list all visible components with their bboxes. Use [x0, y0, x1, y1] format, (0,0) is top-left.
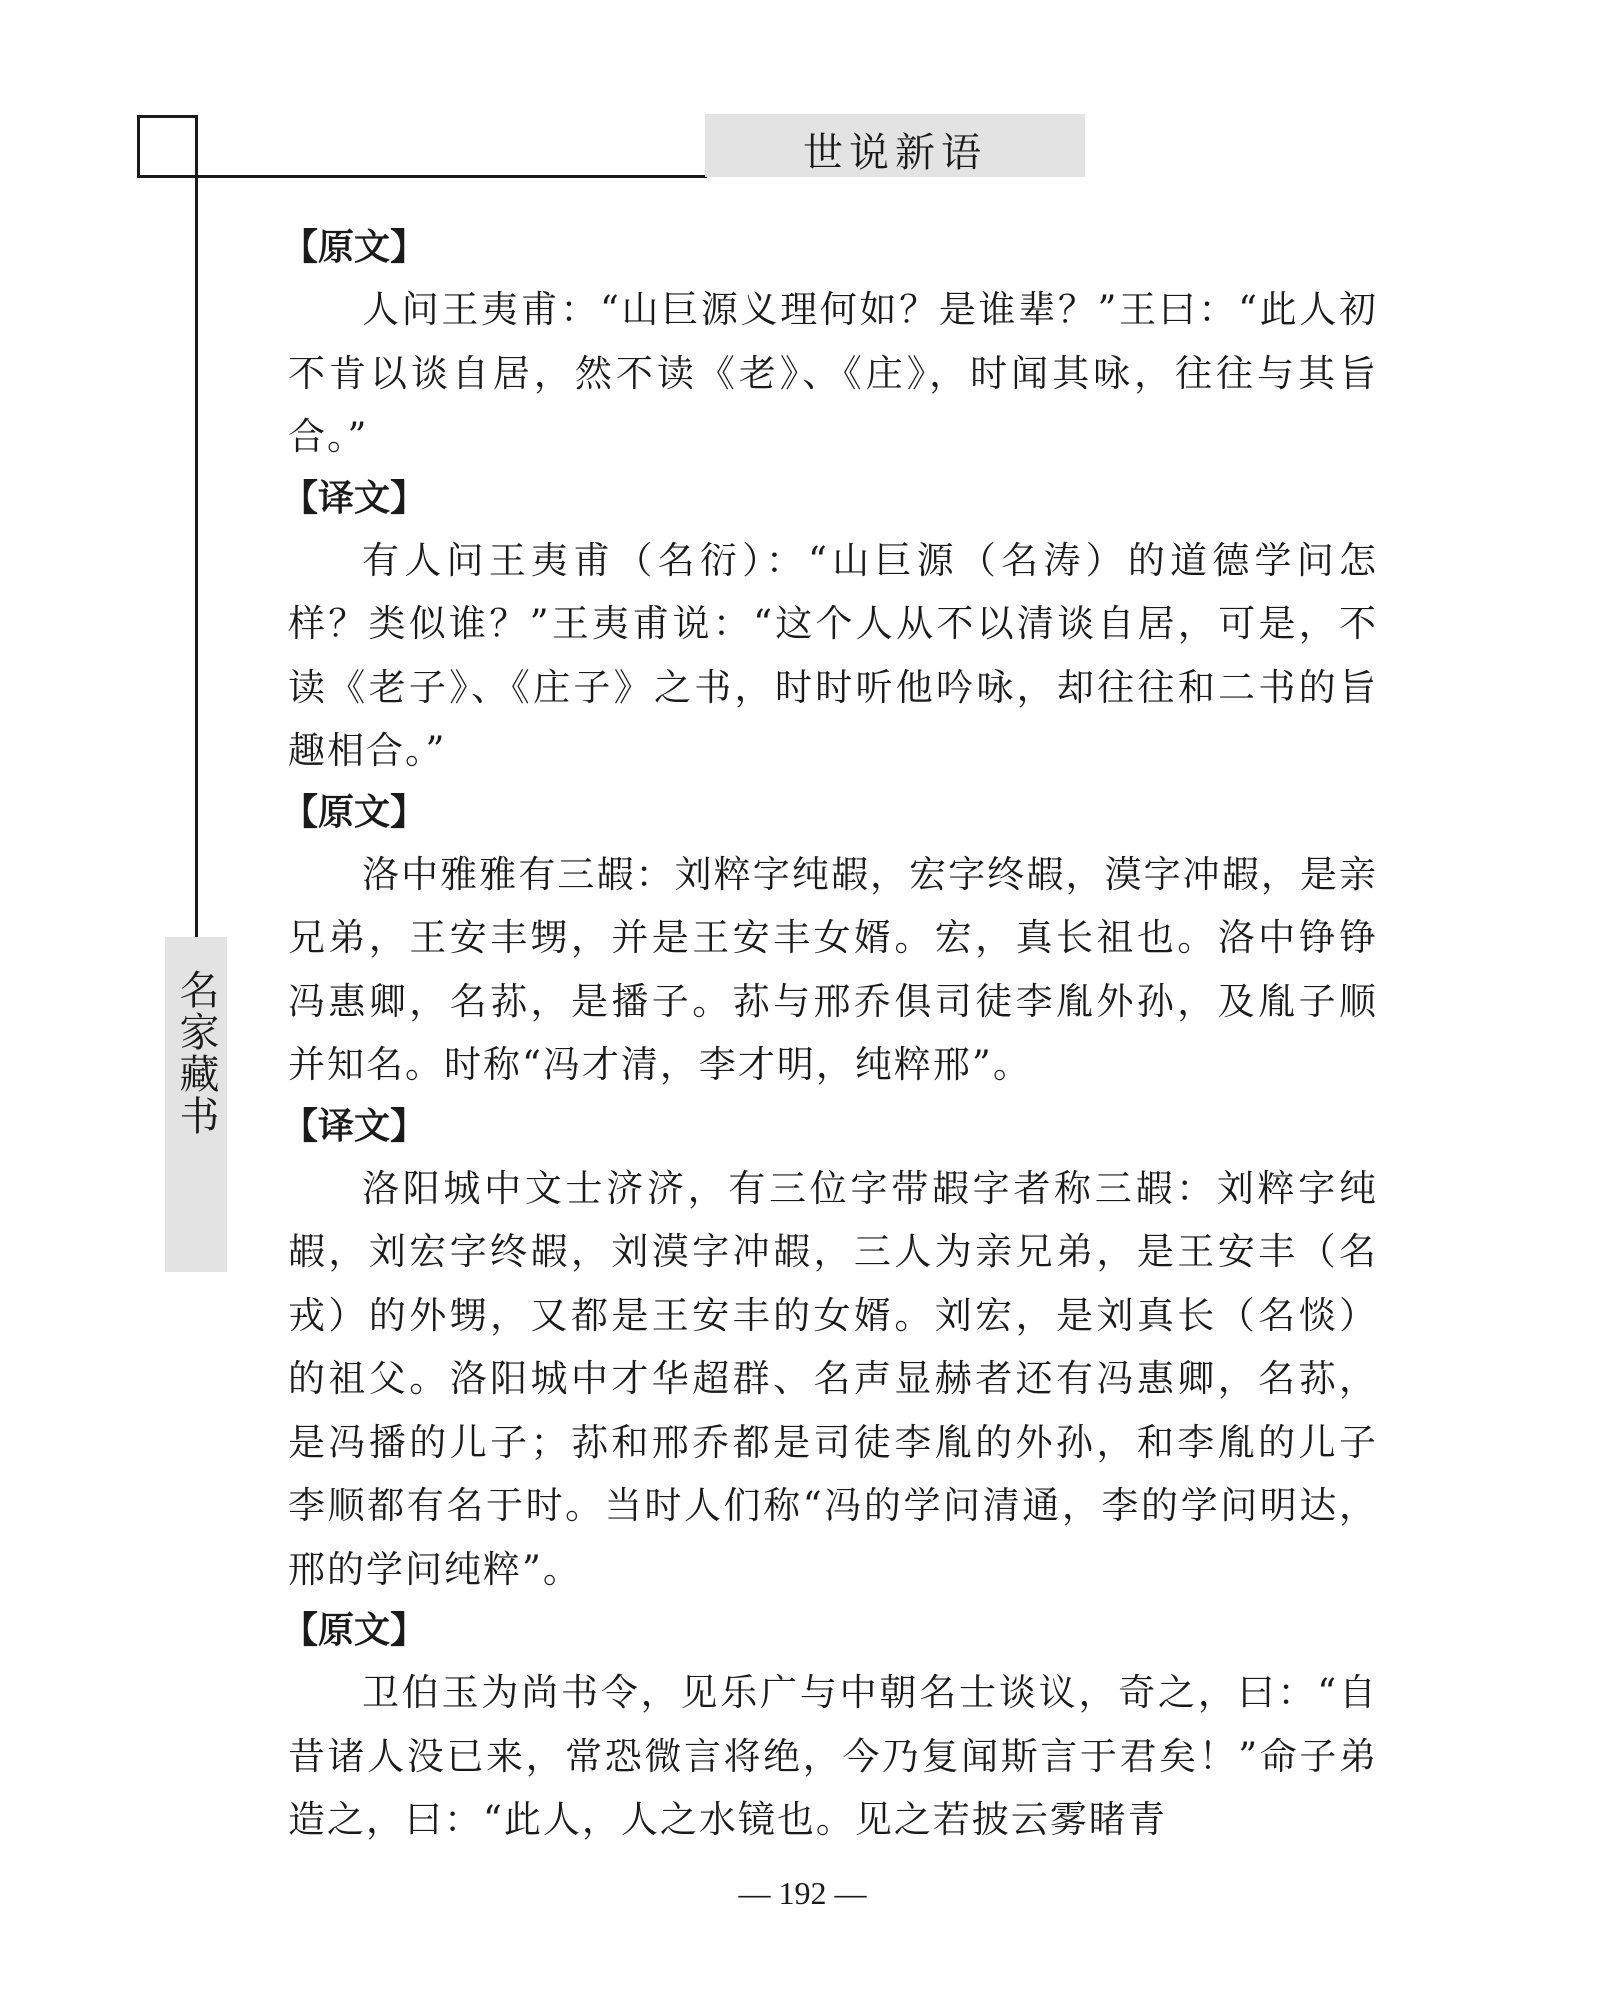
margin-rule: [195, 115, 198, 940]
side-tab: [165, 937, 227, 1272]
section-text: 卫伯玉为尚书令，见乐广与中朝名士谈议，奇之，曰：“自昔诸人没已来，常恐微言将绝，今乃复闻斯言于君矣！”命子弟造之，曰：“此人，人之水镜也。见之若披云雾睹青: [288, 1671, 1378, 1841]
book-title: 世说新语: [803, 130, 987, 176]
section-text: 有人问王夷甫（名衍）：“山巨源（名涛）的道德学问怎样？类似谁？”王夷甫说：“这个人从不以清谈自居，可是，不读《老子》、《庄子》之书，时时听他吟咏，却往往和二书的旨趣相合。”: [288, 538, 1378, 772]
section-translation-2: [282, 1097, 1378, 1602]
section-text: 洛中雅雅有三嘏：刘粹字纯嘏，宏字终嘏，漠字冲嘏，是亲兄弟，王安丰甥，并是王安丰女婿。宏，真长祖也。洛中铮铮冯惠卿，名荪，是播子。荪与邢乔俱司徒李胤外孙，及胤子顺并知名。时称“冯才清，李才明，纯粹邢”。: [288, 852, 1378, 1086]
section-translation-1: [282, 469, 1378, 783]
section-text: 人问王夷甫：“山巨源义理何如？是谁辈？”王曰：“此人初不肯以谈自居，然不读《老》、《庄》，时闻其咏，往往与其旨合。”: [288, 288, 1378, 458]
page-body: [282, 218, 1378, 1852]
section-label: 【原文】: [282, 1610, 427, 1651]
corner-frame-box: [137, 115, 198, 178]
section-original-2: [282, 783, 1378, 1097]
section-text: 洛阳城中文士济济，有三位字带嘏字者称三嘏：刘粹字纯嘏，刘宏字终嘏，刘漠字冲嘏，三人为亲兄弟，是王安丰（名戎）的外甥，又都是王安丰的女婿。刘宏，是刘真长（名惔）的祖父。洛阳城中才华超群、名声显赫者还有冯惠卿，名荪，是冯播的儿子；荪和邢乔都是司徒李胤的外孙，和李胤的儿子李顺都有名于时。当时人们称“冯的学问清通，李的学问明达，邢的学问纯粹”。: [288, 1166, 1378, 1591]
section-label: 【译文】: [282, 477, 427, 519]
running-header: [705, 114, 1085, 177]
side-tab-label: 名家藏书: [173, 969, 219, 1137]
page-number: — 192 —: [738, 1875, 867, 1911]
section-label: 【原文】: [282, 791, 427, 833]
section-original-1: [282, 218, 1378, 469]
section-label: 【原文】: [282, 227, 427, 268]
section-original-3: [282, 1601, 1378, 1852]
header-rule: [137, 175, 707, 178]
section-label: 【译文】: [282, 1105, 427, 1147]
